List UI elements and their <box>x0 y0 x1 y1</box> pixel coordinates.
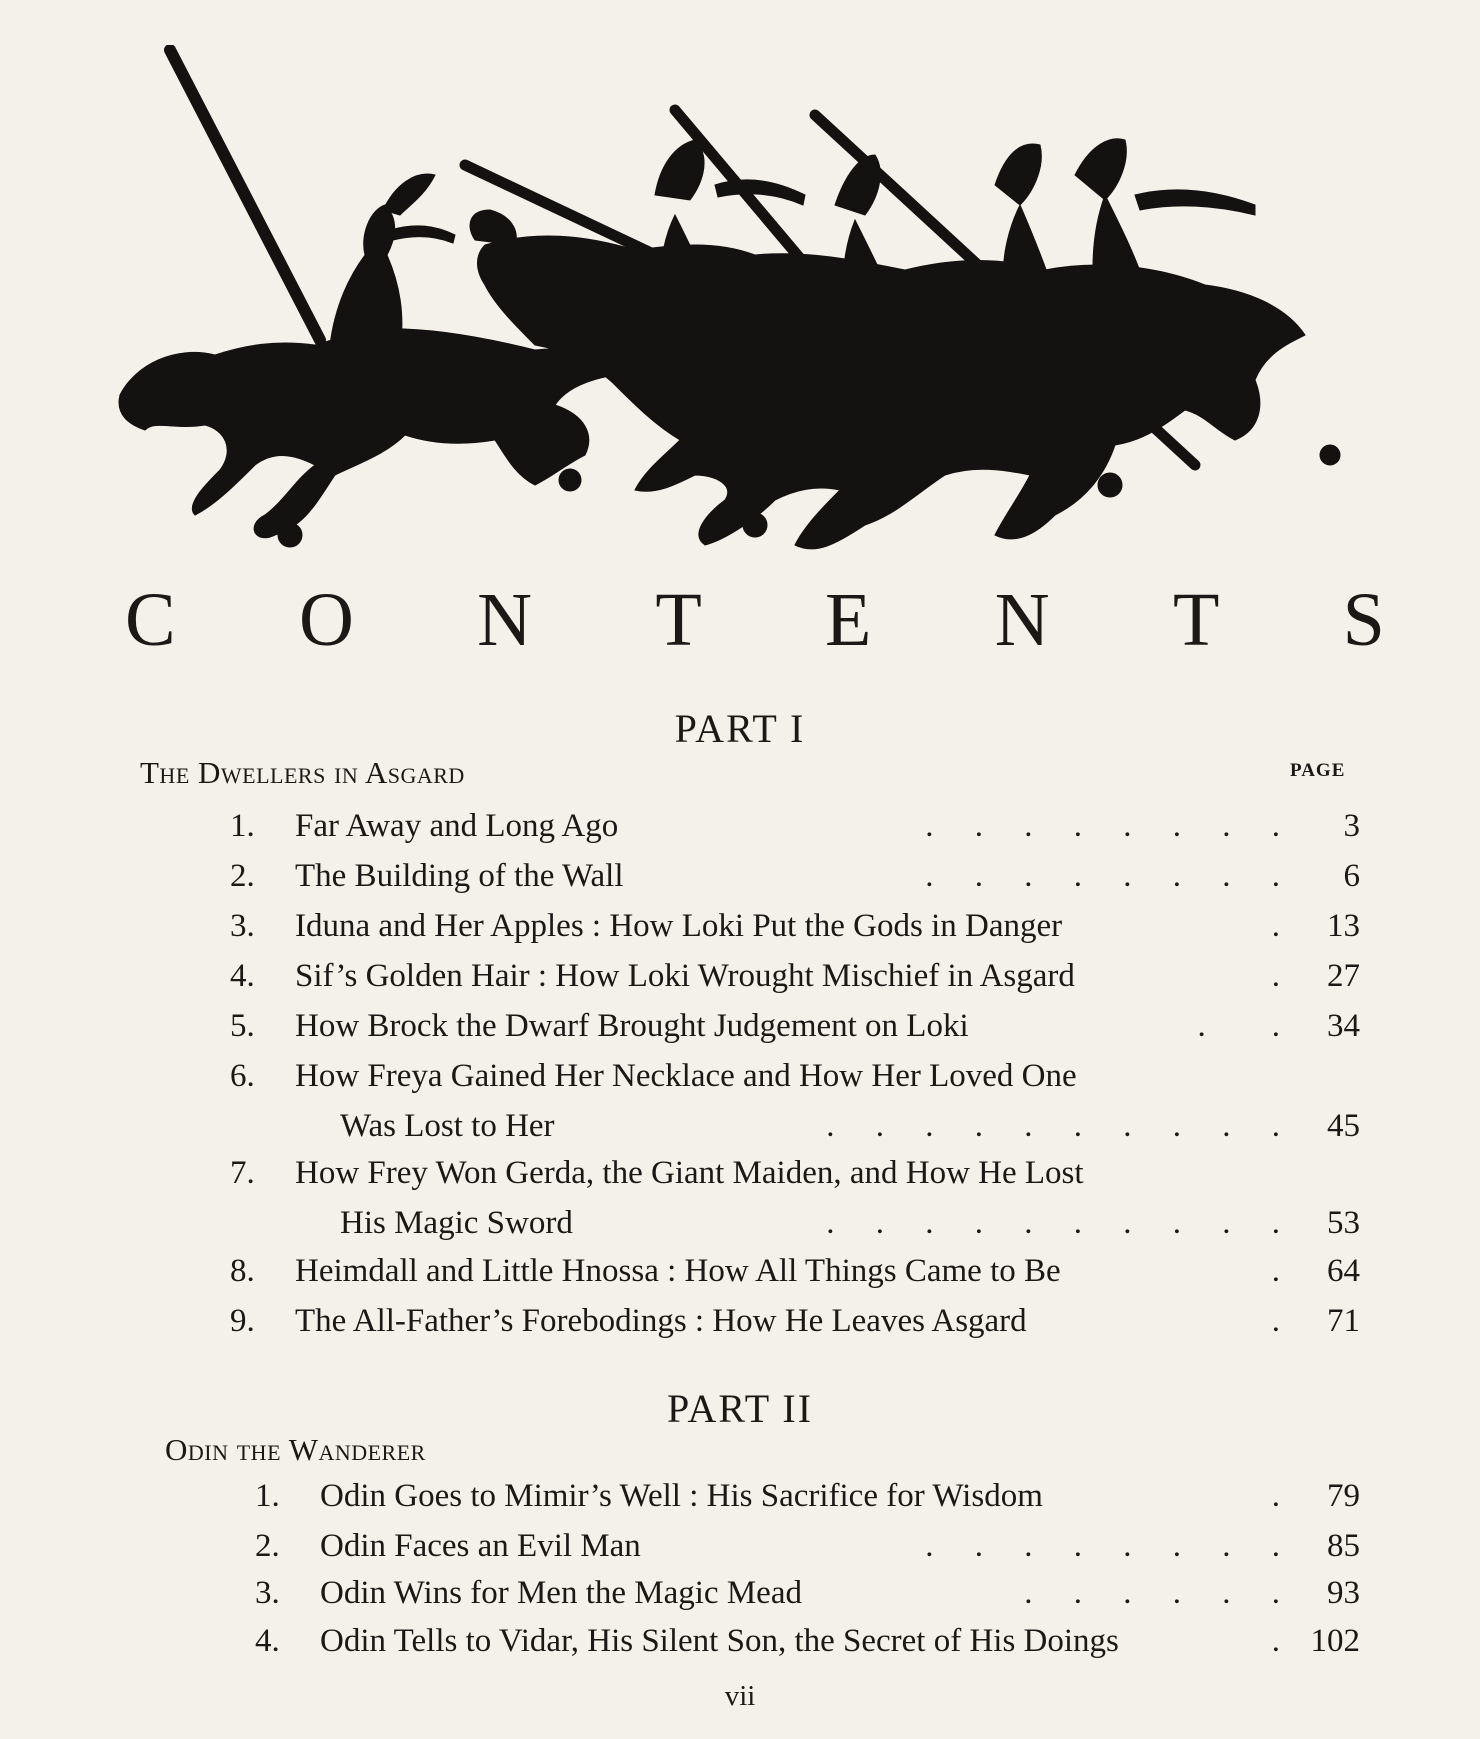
entry-page-number: 71 <box>1327 1303 1360 1339</box>
entry-page-number: 6 <box>1343 858 1360 894</box>
entry-title: The All-Father’s Forebodings : How He Leaves Asgard <box>295 1303 1027 1339</box>
entry-page-number: 53 <box>1327 1205 1360 1241</box>
dot-leader: . . . . . . <box>1024 1575 1280 1611</box>
entry-page-number: 3 <box>1343 808 1360 844</box>
contents-heading <box>125 575 1385 665</box>
entry-title-continued: His Magic Sword <box>340 1205 573 1241</box>
dot-leader: . <box>1271 1623 1280 1659</box>
entry-title: Heimdall and Little Hnossa : How All Things Came to Be <box>295 1253 1061 1289</box>
dot-leader: . . <box>1197 1008 1280 1044</box>
entry-title: Odin Goes to Mimir’s Well : His Sacrifice for Wisdom <box>320 1478 1043 1514</box>
entry-number: 2. <box>230 858 255 894</box>
entry-title: Odin Faces an Evil Man <box>320 1528 641 1564</box>
part-heading: PART II <box>666 1386 814 1431</box>
entry-title: Iduna and Her Apples : How Loki Put the Gods in Danger <box>295 908 1063 944</box>
entry-title: How Brock the Dwarf Brought Judgement on Loki <box>295 1008 969 1044</box>
heading-letter: O <box>298 578 354 662</box>
entry-page-number: 64 <box>1327 1253 1360 1289</box>
entry-number: 7. <box>230 1155 255 1191</box>
section-heading: Odin the Wanderer <box>165 1432 426 1467</box>
page-folio: vii <box>724 1680 756 1712</box>
entry-title: Odin Tells to Vidar, His Silent Son, the Secret of His Doings <box>320 1623 1119 1659</box>
entry-number: 4. <box>255 1623 280 1659</box>
dot-leader: . . . . . . . . <box>925 858 1280 894</box>
entry-number: 1. <box>255 1478 280 1514</box>
heading-letter: E <box>825 578 872 662</box>
dot-leader: . . . . . . . . <box>925 808 1280 844</box>
entry-page-number: 93 <box>1327 1575 1360 1611</box>
entry-title-continued: Was Lost to Her <box>340 1108 555 1144</box>
entry-number: 9. <box>230 1303 255 1339</box>
dot-leader: . <box>1271 958 1280 994</box>
entry-page-number: 102 <box>1310 1623 1360 1659</box>
entry-number: 1. <box>230 808 255 844</box>
heading-letter: N <box>477 578 533 662</box>
dot-leader: . <box>1271 1478 1280 1514</box>
heading-letter: N <box>994 578 1050 662</box>
heading-letter: C <box>125 578 176 662</box>
part-heading: PART I <box>674 706 806 751</box>
riders-silhouette-illustration <box>115 45 1375 590</box>
dot-leader: . . . . . . . . . . <box>826 1205 1280 1241</box>
entry-page-number: 79 <box>1327 1478 1360 1514</box>
entry-title: Far Away and Long Ago <box>295 808 619 844</box>
heading-letter: S <box>1342 578 1385 662</box>
dot-leader: . <box>1271 908 1280 944</box>
entry-title: How Freya Gained Her Necklace and How Her Loved One <box>295 1058 1077 1094</box>
dot-leader: . <box>1271 1303 1280 1339</box>
entry-number: 4. <box>230 958 255 994</box>
page-column-label: PAGE <box>1290 760 1346 781</box>
heading-letter: T <box>655 578 702 662</box>
entry-number: 5. <box>230 1008 255 1044</box>
dot-leader: . <box>1271 1253 1280 1289</box>
entry-number: 3. <box>230 908 255 944</box>
entry-page-number: 27 <box>1327 958 1360 994</box>
entry-number: 6. <box>230 1058 255 1094</box>
entry-number: 8. <box>230 1253 255 1289</box>
entry-page-number: 13 <box>1327 908 1360 944</box>
entry-page-number: 45 <box>1327 1108 1360 1144</box>
section-heading: The Dwellers in Asgard <box>140 755 465 790</box>
entry-title: The Building of the Wall <box>295 858 624 894</box>
entry-page-number: 85 <box>1327 1528 1360 1564</box>
dot-leader: . . . . . . . . <box>925 1528 1280 1564</box>
dot-leader: . . . . . . . . . . <box>826 1108 1280 1144</box>
entry-number: 2. <box>255 1528 280 1564</box>
entry-title: How Frey Won Gerda, the Giant Maiden, and How He Lost <box>295 1155 1084 1191</box>
entry-title: Odin Wins for Men the Magic Mead <box>320 1575 802 1611</box>
entry-title: Sif’s Golden Hair : How Loki Wrought Mischief in Asgard <box>295 958 1075 994</box>
entry-number: 3. <box>255 1575 280 1611</box>
heading-letter: T <box>1172 578 1220 662</box>
entry-page-number: 34 <box>1327 1008 1360 1044</box>
